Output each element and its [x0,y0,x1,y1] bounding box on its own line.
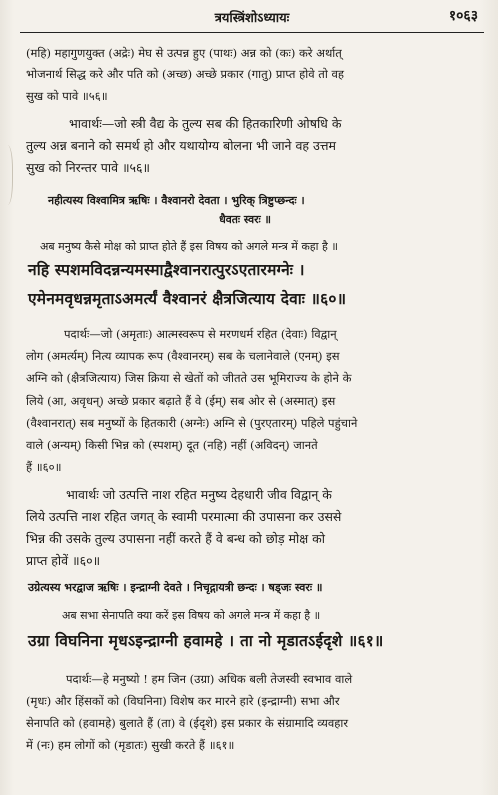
bhavartha-line-1: भावार्थः—जो स्त्री वैद्य के तुल्य सब की हितकारिणी ओषधि के [69,116,342,131]
bhavartha-60-line-1: भावार्थः जो उत्पत्ति नाश रहित मनुष्य देहधारी जीव विद्वान् के [66,487,332,502]
svara-line: धैवतः स्वरः ॥ [219,213,271,226]
bhavartha-line-2: तुल्य अन्न बनाने को समर्थ हो और यथायोग्य बोलना भी जाने वह उत्तम [26,138,336,153]
bhavartha-60-line-2: लिये उत्पत्ति नाश रहित जगत् के स्वामी परमात्मा की उपासना कर उससे [26,509,342,524]
padartha-60-line-6: वाले (अन्यम्) किसी भिन्न को (स्पशम्) दूत (नहि) नहीं (अविदन्) जानते [26,438,318,452]
padartha-60-line-7: हैं ॥६०॥ [26,460,62,474]
padartha-61-line-4: में (नः) हम लोगों को (मृडातः) सुखी करते हैं ॥६१॥ [26,738,235,752]
mantra-61: उग्रा विघनिना मृधऽइन्द्राग्नी हवामहे । ता नो मृडातऽईदृशे ॥६१॥ [28,631,384,650]
running-header [20,6,484,33]
padartha-60-line-3: अग्नि को (क्षैत्रजित्याय) जिस क्रिया से खेतों को जीतते उस भूमिराज्य के होने के [26,371,352,385]
padartha-line-3: सुख को पावे ॥५६॥ [26,89,108,103]
padartha-line-2: भोजनार्थ सिद्ध करे और पति को (अच्छ) अच्छे प्रकार (गातु) प्राप्त होवे तो वह [26,67,344,81]
padartha-61-line-2: (मृधः) और हिंसकों को (विघनिना) विशेष कर मारने हारे (इन्द्राग्नी) सभा और [26,694,340,708]
padartha-61-line-1: पदार्थः—हे मनुष्यो ! हम जिन (उग्रा) अधिक बली तेजस्वी स्वभाव वाले [66,672,353,686]
page-number: १०६३ [448,8,478,24]
page-tear-edge [0,145,13,205]
chapter-title: त्रयस्त्रिंशोऽध्यायः [214,11,290,26]
rishi-devata-line: नहीत्यस्य विश्वामित्र ऋषिः । वैश्वानरो देवता । भुरिक् त्रिष्टुप्छन्दः । [48,194,305,207]
bhavartha-line-3: सुख को निरन्तर पावे ॥५६॥ [26,160,151,175]
padartha-line-1: (महि) महागुणयुक्त (अद्रेः) मेघ से उत्पन्न हुए (पाथः) अन्न को (कः) करे अर्थात् [26,46,342,60]
intro-line-61: अब सभा सेनापति क्या करें इस विषय को अगले मन्त्र में कहा है ॥ [62,609,321,622]
rishi-devata-line-61: उग्रेत्यस्य भरद्वाज ऋषिः । इन्द्राग्नी देवते । निचृद्गायत्री छन्दः । षड्जः स्वरः ॥ [28,581,323,594]
padartha-60-line-1: पदार्थः—जो (अमृताः) आत्मस्वरूप से मरणधर्म रहित (देवाः) विद्वान् [64,327,337,341]
bhavartha-60-line-3: भिन्न की उसके तुल्य उपासना नहीं करते हैं वे बन्ध को छोड़ मोक्ष को [26,531,326,546]
mantra-line-2: एमेनमवृधन्नमृताऽअमर्त्यं वैश्वानरं क्षैत्रजित्याय देवाः ॥६०॥ [28,289,347,308]
intro-line: अब मनुष्य कैसे मोक्ष को प्राप्त होते हैं इस विषय को अगले मन्त्र में कहा है ॥ [40,240,338,253]
bhavartha-60-line-4: प्राप्त होवें ॥६०॥ [26,553,101,568]
mantra-line-1: नहि स्पशमविदन्नन्यमस्माद्वैश्वानरात्पुरऽएतारमग्नेः । [28,260,305,279]
padartha-60-line-4: लिये (आ, अवृधन्) अच्छे प्रकार बढ़ाते हैं वे (ईम्) सब ओर से (अस्मात्) इस [26,394,336,408]
padartha-60-line-2: लोग (अमर्त्यम्) नित्य व्यापक रूप (वैश्वानरम्) सब के चलानेवाले (एनम्) इस [26,349,340,363]
padartha-60-line-5: (वैश्वानरात्) सब मनुष्यों के हितकारी (अग्नेः) अग्नि से (पुरएतारम्) पहिले पहुंचाने [26,416,358,430]
padartha-61-line-3: सेनापति को (हवामहे) बुलाते हैं (ता) वे (ईदृशे) इस प्रकार के संग्रामादि व्यवहार [26,716,349,730]
